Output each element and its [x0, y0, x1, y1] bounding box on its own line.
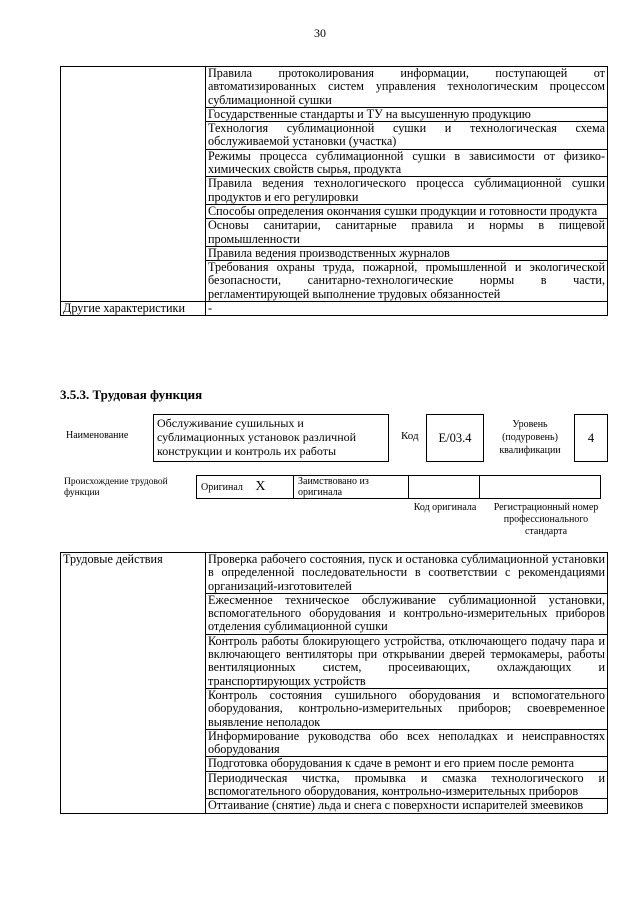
level-value: 4	[574, 414, 608, 462]
knowledge-table	[60, 66, 608, 316]
actions-table	[60, 552, 608, 814]
action-item: Контроль состояния сушильного оборудования и вспомогательного оборудования, контрольно-измерительных приборов; своевременное выявление неполадок	[206, 688, 608, 729]
action-item: Оттаивание (снятие) льда и снега с поверхности испарителей змеевиков	[206, 799, 608, 813]
function-name-value: Обслуживание сушильных и сублимационных установок различной конструкции и контроль их работы	[153, 414, 389, 462]
borrowed-label: Заимствовано из оригинала	[294, 476, 409, 499]
table-row	[61, 553, 608, 594]
knowledge-label-cell	[61, 67, 206, 302]
action-item: Проверка рабочего состояния, пуск и остановка сублимационной установки в определенной последовательности в соответствии с рекомендациями организаций-изготовителей	[206, 553, 608, 594]
action-item: Подготовка оборудования к сдаче в ремонт и его прием после ремонта	[206, 757, 608, 771]
original-label: Оригинал	[201, 482, 243, 493]
knowledge-item: Правила ведения технологического процесса сублимационной сушки продуктов и его регулировки	[206, 177, 608, 205]
origin-reg-cell	[480, 476, 601, 499]
knowledge-item: Способы определения окончания сушки продукции и готовности продукта	[206, 204, 608, 218]
code-label: Код	[401, 430, 419, 442]
action-item: Периодическая чистка, промывка и смазка технологического и вспомогательного оборудования, контрольно-измерительных приборов	[206, 771, 608, 799]
function-header	[60, 414, 608, 462]
knowledge-item: Основы санитарии, санитарные правила и нормы в пищевой промышленности	[206, 219, 608, 247]
original-mark: X	[255, 479, 266, 494]
origin-table	[196, 475, 601, 499]
table-row	[61, 302, 608, 316]
knowledge-item: Государственные стандарты и ТУ на высушенную продукцию	[206, 107, 608, 121]
other-characteristics-value: -	[206, 302, 608, 316]
knowledge-item: Правила ведения производственных журналов	[206, 246, 608, 260]
code-caption: Код оригинала	[413, 502, 477, 513]
other-characteristics-label: Другие характеристики	[61, 302, 206, 316]
origin-code-cell	[409, 476, 480, 499]
knowledge-item: Требования охраны труда, пожарной, промышленной и экологической безопасности, санитарно-технологические нормы в части, регламентирующей выполнение трудовых обязанностей	[206, 261, 608, 302]
actions-label: Трудовые действия	[61, 553, 206, 814]
table-row	[197, 476, 601, 499]
reg-caption: Регистрационный номер профессионального стандарта	[493, 502, 599, 537]
knowledge-item: Правила протоколирования информации, поступающей от автоматизированных систем управления технологическим процессом сублимационной сушки	[206, 67, 608, 108]
origin-original-cell	[197, 476, 294, 499]
level-label: Уровень (подуровень) квалификации	[499, 419, 561, 456]
action-item: Контроль работы блокирующего устройства, отключающего подачу пара и включающего вентиляторы при открывании дверей термокамеры, работы вентиляционных систем, просеивающих, охлаждающих и транспортирующих устройств	[206, 634, 608, 688]
knowledge-item: Режимы процесса сублимационной сушки в зависимости от физико-химических свойств сырья, продукта	[206, 149, 608, 177]
name-label: Наименование	[66, 430, 129, 441]
page-number: 30	[314, 26, 326, 40]
origin-label: Происхождение трудовой функции	[64, 477, 168, 498]
table-row	[61, 67, 608, 108]
section-heading: 3.5.3. Трудовая функция	[60, 387, 203, 402]
knowledge-item: Технология сублимационной сушки и технологическая схема обслуживаемой установки (участка)	[206, 122, 608, 150]
action-item: Ежесменное техническое обслуживание сублимационной установки, вспомогательного оборудования и контрольно-измерительных приборов отделения сублимационной сушки	[206, 593, 608, 634]
action-item: Информирование руководства обо всех неполадках и неисправностях оборудования	[206, 729, 608, 757]
function-code-value: E/03.4	[426, 414, 484, 462]
